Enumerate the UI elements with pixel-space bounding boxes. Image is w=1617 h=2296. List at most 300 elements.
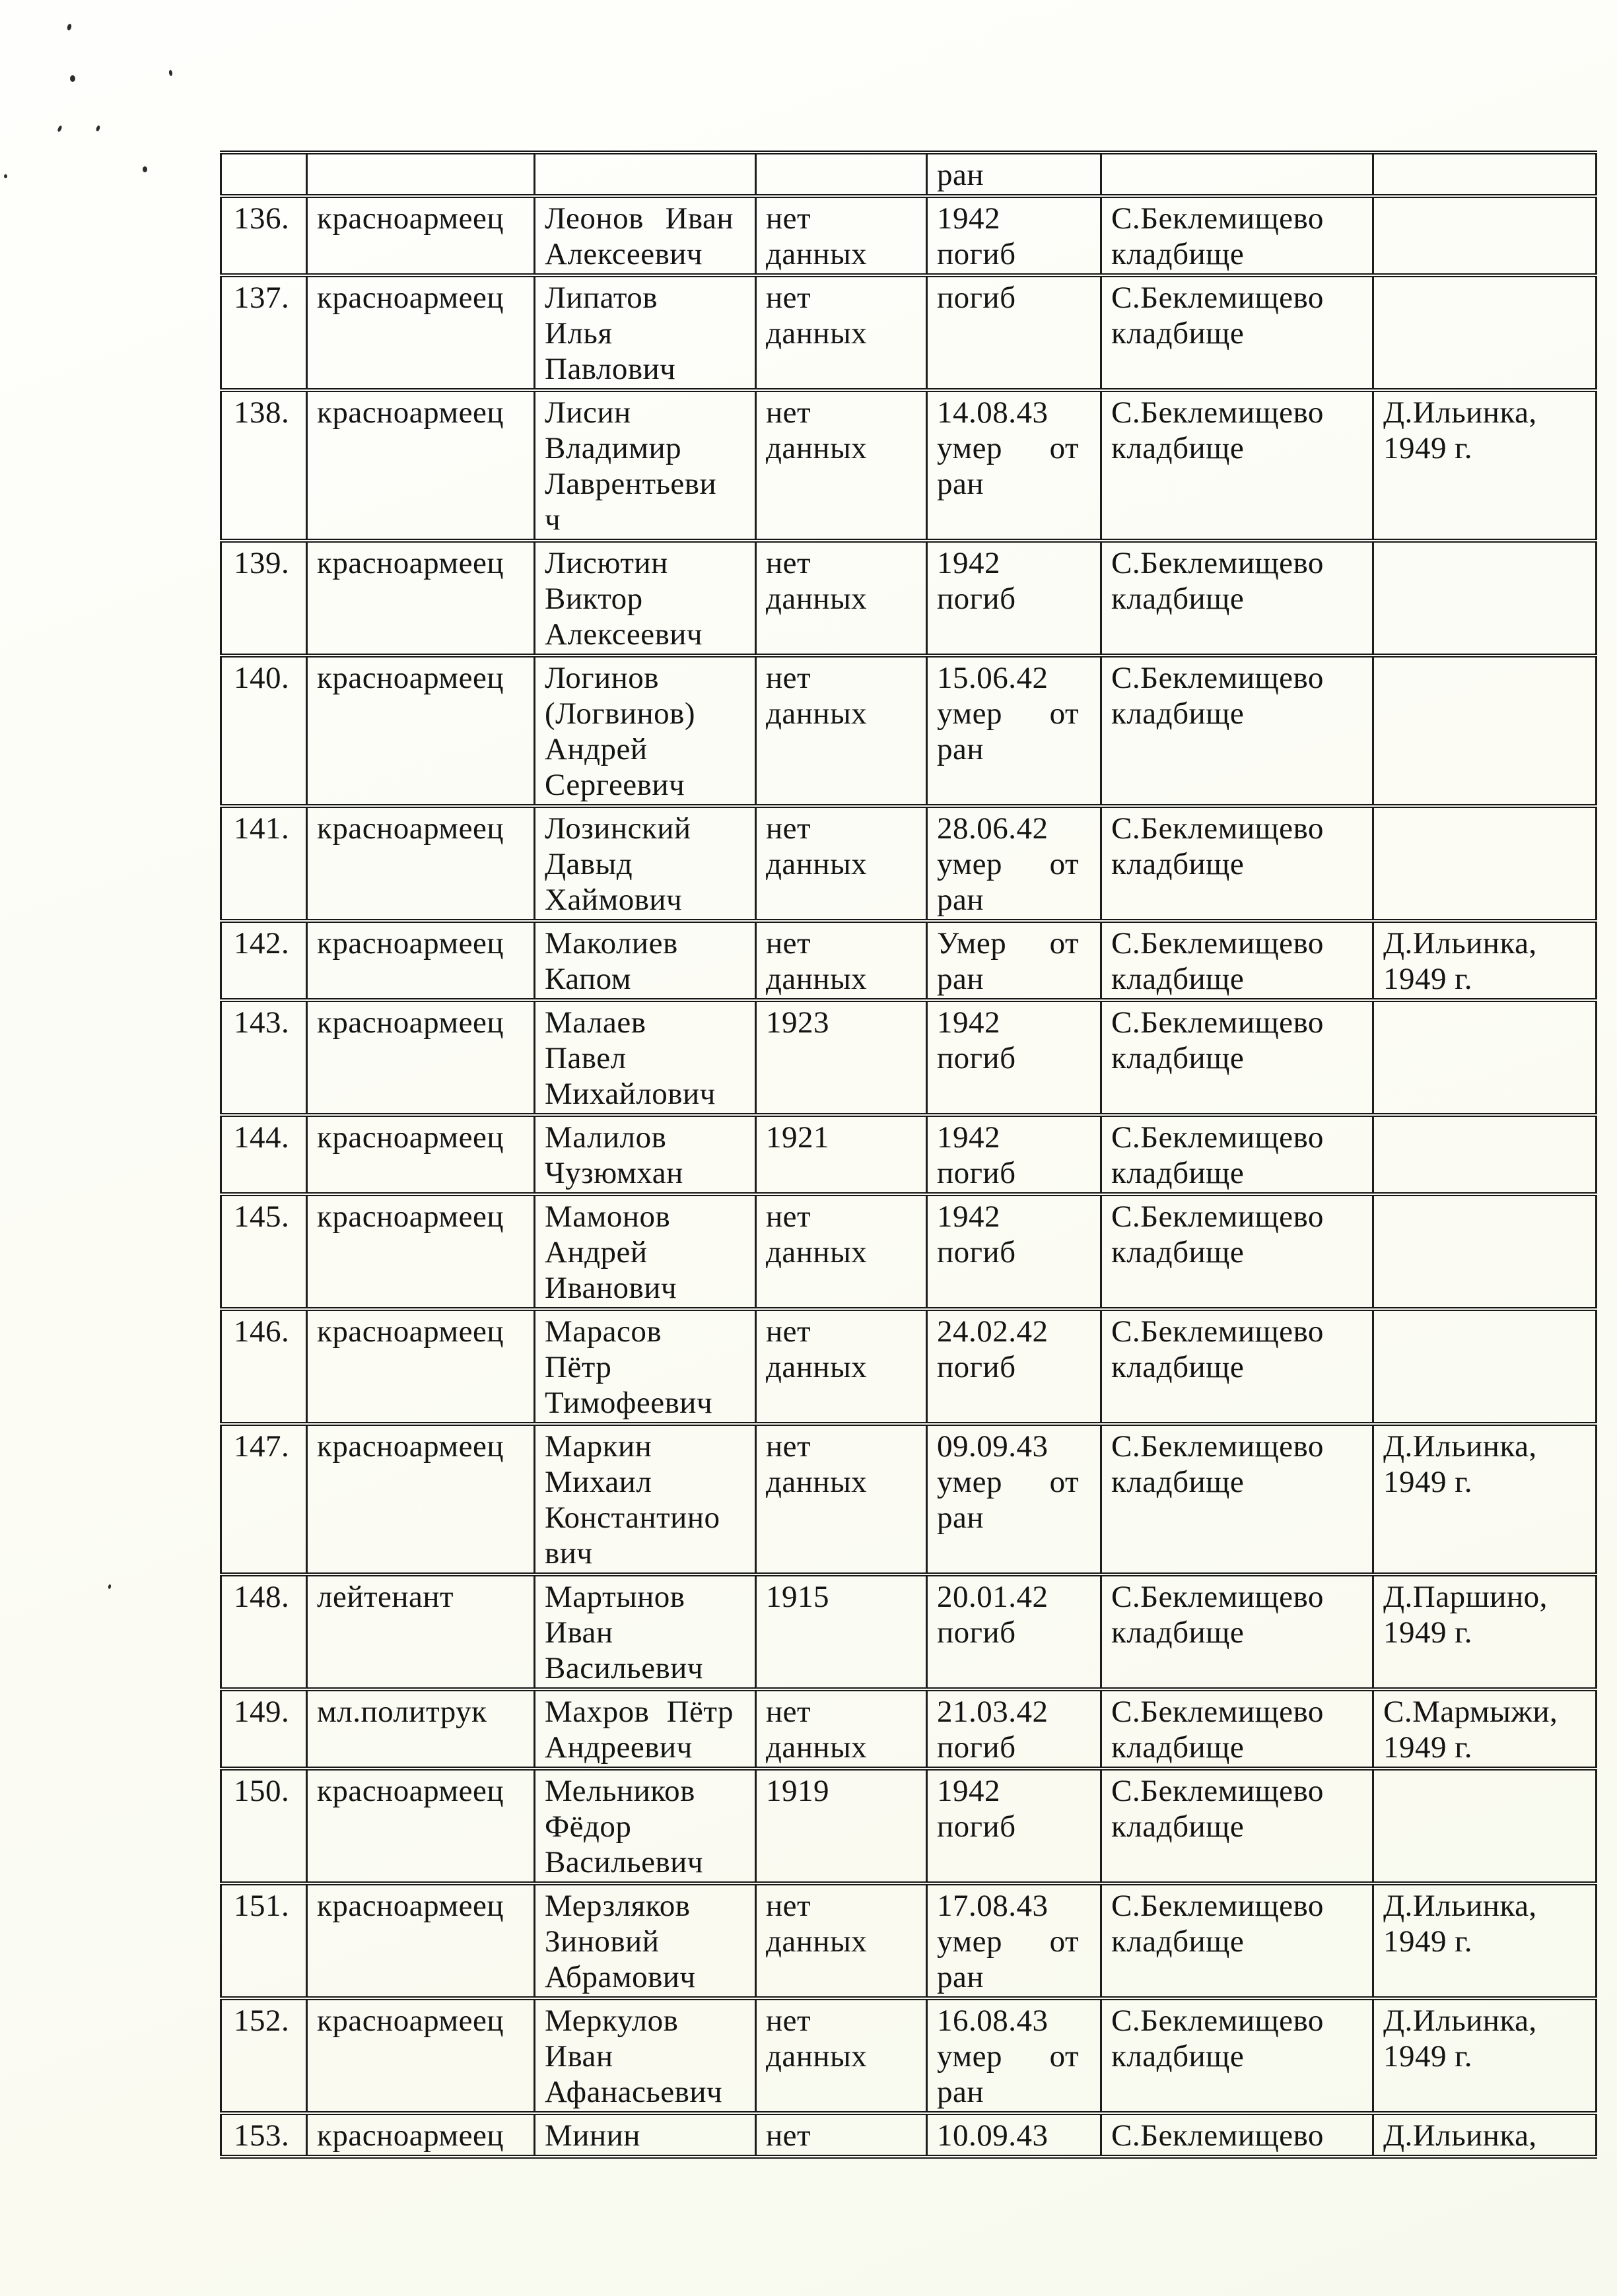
cell-name-line: Тимофеевич <box>545 1386 713 1420</box>
cell-birth-year <box>756 1883 927 1998</box>
scan-speck <box>108 1584 111 1590</box>
cell-death-line: ран <box>937 1501 984 1535</box>
cell-name-line: Фёдор <box>545 1809 632 1844</box>
cell-rank-line: красноармеец <box>317 811 504 846</box>
cell-number <box>221 196 307 275</box>
cell-burial-line: кладбище <box>1111 316 1245 351</box>
cell-rank-line: красноармеец <box>317 2118 504 2153</box>
cell-death <box>927 2113 1101 2157</box>
cell-burial <box>1101 1998 1373 2113</box>
cell-birth-year <box>756 152 927 196</box>
cell-name-line: Мамонов <box>545 1199 671 1234</box>
cell-name-line: Андрей <box>545 1235 648 1269</box>
cell-name-line: ч <box>545 502 561 537</box>
casualty-table <box>220 151 1597 2159</box>
cell-birth-year-line: нет <box>766 395 811 430</box>
cell-name-word: Пётр <box>666 1695 734 1729</box>
cell-burial-line: кладбище <box>1111 237 1245 271</box>
cell-name-line: Маркин <box>545 1429 652 1464</box>
cell-birth-year-line: 1921 <box>766 1120 829 1155</box>
cell-birth-year-line: нет <box>766 1429 811 1464</box>
cell-name-line: Павлович <box>545 352 676 386</box>
cell-birth-year <box>756 390 927 541</box>
cell-number-line: 145. <box>234 1199 290 1234</box>
cell-rank <box>307 656 535 806</box>
cell-burial-line: кладбище <box>1111 431 1245 465</box>
cell-number-line: 143. <box>234 1005 290 1040</box>
cell-name <box>535 921 756 1000</box>
cell-name-line: Васильевич <box>545 1845 703 1879</box>
cell-death-line: 14.08.43 <box>937 395 1049 430</box>
cell-death-line: погиб <box>937 1156 1016 1190</box>
cell-death <box>927 1883 1101 1998</box>
cell-rank <box>307 2113 535 2157</box>
cell-burial <box>1101 196 1373 275</box>
cell-note <box>1373 1424 1597 1574</box>
cell-number-line: 142. <box>234 926 290 961</box>
cell-death-word: Умер <box>937 926 1007 961</box>
cell-birth-year <box>756 656 927 806</box>
cell-death-word: от <box>1049 1465 1079 1499</box>
cell-burial <box>1101 806 1373 921</box>
cell-birth-year-line: 1923 <box>766 1005 829 1040</box>
cell-burial <box>1101 1883 1373 1998</box>
cell-burial <box>1101 1115 1373 1194</box>
cell-name <box>535 1769 756 1883</box>
cell-note-line: Д.Ильинка, <box>1383 2118 1537 2153</box>
cell-note <box>1373 152 1597 196</box>
cell-name-line: Логинов <box>545 661 659 695</box>
cell-burial-line: С.Беклемищево <box>1111 2118 1324 2153</box>
cell-note-line: Д.Ильинка, <box>1383 1429 1537 1464</box>
cell-death-line: погиб <box>937 1041 1016 1075</box>
cell-death <box>927 390 1101 541</box>
cell-burial <box>1101 1689 1373 1769</box>
table-row <box>221 1309 1597 1424</box>
cell-death-word: от <box>1049 2039 1079 2074</box>
cell-death-line: ран <box>937 883 984 917</box>
cell-birth-year-line: нет <box>766 1695 811 1729</box>
cell-name-line: Лисютин <box>545 546 668 580</box>
table-row <box>221 806 1597 921</box>
cell-birth-year <box>756 1194 927 1309</box>
cell-burial-line: кладбище <box>1111 1235 1245 1269</box>
cell-birth-year <box>756 1574 927 1689</box>
cell-rank-line: красноармеец <box>317 1314 504 1349</box>
cell-number <box>221 1689 307 1769</box>
cell-name-line: Хаймович <box>545 883 683 917</box>
cell-name <box>535 1309 756 1424</box>
cell-death-line: погиб <box>937 1350 1016 1384</box>
cell-death-line: 20.01.42 <box>937 1580 1049 1614</box>
cell-death-word: от <box>1049 1924 1079 1959</box>
cell-birth-year <box>756 1309 927 1424</box>
cell-number-line: 138. <box>234 395 290 430</box>
cell-note <box>1373 1194 1597 1309</box>
cell-name <box>535 1424 756 1574</box>
cell-name-line: Марасов <box>545 1314 662 1349</box>
table-row <box>221 390 1597 541</box>
cell-rank-line: красноармеец <box>317 1429 504 1464</box>
table-row <box>221 921 1597 1000</box>
cell-name-line: Зиновий <box>545 1924 660 1959</box>
cell-burial-line: С.Беклемищево <box>1111 1889 1324 1923</box>
table-row <box>221 275 1597 390</box>
cell-burial <box>1101 1769 1373 1883</box>
cell-death-line: 10.09.43 <box>937 2118 1049 2153</box>
cell-rank <box>307 1574 535 1689</box>
cell-note <box>1373 1574 1597 1689</box>
cell-burial <box>1101 921 1373 1000</box>
cell-number-line: 152. <box>234 2004 290 2038</box>
cell-note <box>1373 1769 1597 1883</box>
cell-name-word: Иван <box>665 201 734 236</box>
cell-birth-year-line: нет <box>766 201 811 236</box>
cell-note-line: 1949 г. <box>1383 1730 1472 1765</box>
cell-death-line: 1942 <box>937 1774 1000 1808</box>
cell-death-line: погиб <box>937 582 1016 616</box>
cell-birth-year <box>756 1769 927 1883</box>
cell-note <box>1373 1309 1597 1424</box>
cell-number-line: 147. <box>234 1429 290 1464</box>
cell-birth-year-line: данных <box>766 1730 868 1765</box>
table-row <box>221 541 1597 656</box>
cell-rank <box>307 541 535 656</box>
cell-birth-year-line: нет <box>766 811 811 846</box>
cell-rank <box>307 1424 535 1574</box>
cell-death-line: 15.06.42 <box>937 661 1049 695</box>
cell-name <box>535 196 756 275</box>
scan-speck <box>57 125 63 132</box>
cell-burial-line: С.Беклемищево <box>1111 1314 1324 1349</box>
cell-name-line: Михайлович <box>545 1077 716 1111</box>
cell-birth-year-line: нет <box>766 2004 811 2038</box>
scan-speck <box>67 23 72 30</box>
cell-note <box>1373 196 1597 275</box>
cell-death-line: 1942 <box>937 201 1000 236</box>
cell-note <box>1373 1883 1597 1998</box>
cell-number <box>221 275 307 390</box>
cell-name-line: Маколиев <box>545 926 678 961</box>
cell-rank <box>307 1689 535 1769</box>
cell-burial <box>1101 275 1373 390</box>
cell-death-line: ран <box>937 158 984 192</box>
cell-burial-line: С.Беклемищево <box>1111 1429 1324 1464</box>
cell-death-line: погиб <box>937 1809 1016 1844</box>
cell-name-word: Махров <box>545 1695 650 1729</box>
cell-birth-year-line: данных <box>766 1350 868 1384</box>
cell-burial-line: кладбище <box>1111 696 1245 731</box>
cell-rank-line: красноармеец <box>317 926 504 961</box>
cell-death-line: 28.06.42 <box>937 811 1049 846</box>
cell-number-line: 141. <box>234 811 290 846</box>
cell-number-line: 139. <box>234 546 290 580</box>
table-row <box>221 1424 1597 1574</box>
cell-name-line: Виктор <box>545 582 643 616</box>
cell-death-line <box>937 696 1096 731</box>
cell-name <box>535 1883 756 1998</box>
cell-rank <box>307 1000 535 1115</box>
cell-birth-year-line: данных <box>766 1465 868 1499</box>
cell-death-line <box>937 1924 1096 1959</box>
cell-birth-year-line: данных <box>766 316 868 351</box>
cell-burial-line: С.Беклемищево <box>1111 281 1324 315</box>
cell-note-line: Д.Ильинка, <box>1383 395 1537 430</box>
cell-name-line: Чузюмхан <box>545 1156 683 1190</box>
cell-rank-line: красноармеец <box>317 1005 504 1040</box>
cell-name-line: Константино <box>545 1501 720 1535</box>
cell-name-line: Васильевич <box>545 1651 703 1685</box>
cell-name-line: Малаев <box>545 1005 646 1040</box>
cell-death-word: от <box>1049 431 1079 465</box>
cell-burial-line: кладбище <box>1111 847 1245 881</box>
cell-rank-line: красноармеец <box>317 1120 504 1155</box>
cell-name <box>535 152 756 196</box>
cell-death-line: 21.03.42 <box>937 1695 1049 1729</box>
cell-name-line: Абрамович <box>545 1960 696 1994</box>
cell-burial <box>1101 1574 1373 1689</box>
cell-name-line: Иван <box>545 2039 613 2074</box>
cell-note <box>1373 2113 1597 2157</box>
cell-death-word: умер <box>937 696 1002 731</box>
cell-note-line: 1949 г. <box>1383 1465 1472 1499</box>
cell-birth-year-line: данных <box>766 431 868 465</box>
cell-rank <box>307 806 535 921</box>
cell-name <box>535 1574 756 1689</box>
cell-birth-year <box>756 806 927 921</box>
cell-death-line: 1942 <box>937 1120 1000 1155</box>
cell-name-line: Павел <box>545 1041 627 1075</box>
cell-burial-line: С.Беклемищево <box>1111 2004 1324 2038</box>
cell-burial-line: С.Беклемищево <box>1111 1199 1324 1234</box>
cell-death <box>927 152 1101 196</box>
cell-birth-year-line: 1915 <box>766 1580 829 1614</box>
cell-number-line: 148. <box>234 1580 290 1614</box>
cell-name-line: Мерзляков <box>545 1889 691 1923</box>
cell-number <box>221 1309 307 1424</box>
cell-name-line: Иван <box>545 1615 613 1650</box>
cell-burial-line: кладбище <box>1111 962 1245 996</box>
cell-rank-line: красноармеец <box>317 395 504 430</box>
cell-number <box>221 1769 307 1883</box>
cell-death <box>927 1998 1101 2113</box>
cell-burial-line: кладбище <box>1111 1041 1245 1075</box>
cell-rank-line: красноармеец <box>317 1889 504 1923</box>
cell-burial-line: С.Беклемищево <box>1111 1005 1324 1040</box>
cell-birth-year-line: данных <box>766 582 868 616</box>
cell-number-line: 144. <box>234 1120 290 1155</box>
cell-burial-line: кладбище <box>1111 2039 1245 2074</box>
cell-number <box>221 390 307 541</box>
cell-rank-line: красноармеец <box>317 201 504 236</box>
cell-rank-line: красноармеец <box>317 1774 504 1808</box>
cell-death-line: ран <box>937 732 984 766</box>
cell-note <box>1373 1998 1597 2113</box>
cell-rank-line: красноармеец <box>317 661 504 695</box>
cell-number <box>221 152 307 196</box>
cell-number <box>221 921 307 1000</box>
cell-burial <box>1101 1424 1373 1574</box>
cell-death-word: умер <box>937 2039 1002 2074</box>
cell-birth-year-line: данных <box>766 237 868 271</box>
cell-name-line: Андреевич <box>545 1730 693 1765</box>
cell-birth-year-line: нет <box>766 1314 811 1349</box>
cell-number-line: 153. <box>234 2118 290 2153</box>
cell-number-line: 151. <box>234 1889 290 1923</box>
cell-death <box>927 1769 1101 1883</box>
cell-death <box>927 1115 1101 1194</box>
cell-number <box>221 656 307 806</box>
cell-death-line <box>937 926 1096 961</box>
cell-rank <box>307 921 535 1000</box>
cell-burial-line: кладбище <box>1111 1730 1245 1765</box>
cell-name-line: Мартынов <box>545 1580 685 1614</box>
cell-name-line: Алексеевич <box>545 237 703 271</box>
table-row <box>221 1689 1597 1769</box>
cell-burial <box>1101 390 1373 541</box>
cell-rank-line: мл.политрук <box>317 1695 487 1729</box>
cell-burial <box>1101 656 1373 806</box>
cell-burial-line: кладбище <box>1111 1465 1245 1499</box>
table-row <box>221 2113 1597 2157</box>
cell-name-line: вич <box>545 1536 593 1570</box>
cell-name-line: Мельников <box>545 1774 695 1808</box>
cell-name <box>535 1000 756 1115</box>
cell-death <box>927 1194 1101 1309</box>
table-row <box>221 1574 1597 1689</box>
table-row <box>221 1194 1597 1309</box>
cell-burial-line: кладбище <box>1111 1924 1245 1959</box>
cell-name-line <box>545 1694 751 1730</box>
cell-burial <box>1101 1309 1373 1424</box>
cell-number <box>221 1574 307 1689</box>
cell-name <box>535 806 756 921</box>
cell-death-word: умер <box>937 1924 1002 1959</box>
cell-note <box>1373 921 1597 1000</box>
cell-burial-line: С.Беклемищево <box>1111 1120 1324 1155</box>
cell-note <box>1373 656 1597 806</box>
cell-name <box>535 1689 756 1769</box>
cell-death-word: умер <box>937 1465 1002 1499</box>
cell-birth-year <box>756 1115 927 1194</box>
cell-death-line: 1942 <box>937 1005 1000 1040</box>
cell-name-line: Михаил <box>545 1465 652 1499</box>
cell-birth-year-line: 1919 <box>766 1774 829 1808</box>
cell-death <box>927 196 1101 275</box>
cell-burial <box>1101 2113 1373 2157</box>
cell-birth-year-line: данных <box>766 2039 868 2074</box>
cell-name-line: Сергеевич <box>545 768 685 802</box>
table-row <box>221 1883 1597 1998</box>
cell-death-line: 1942 <box>937 1199 1000 1234</box>
cell-number <box>221 1998 307 2113</box>
cell-note-line: Д.Ильинка, <box>1383 1889 1537 1923</box>
cell-rank-line: красноармеец <box>317 2004 504 2038</box>
table-row <box>221 1769 1597 1883</box>
cell-death-line: ран <box>937 1960 984 1994</box>
cell-burial <box>1101 152 1373 196</box>
table-row <box>221 196 1597 275</box>
cell-burial-line: С.Беклемищево <box>1111 1774 1324 1808</box>
cell-number-line: 136. <box>234 201 290 236</box>
cell-name-line: Минин <box>545 2118 640 2153</box>
cell-rank <box>307 275 535 390</box>
cell-birth-year-line: данных <box>766 847 868 881</box>
cell-death <box>927 541 1101 656</box>
cell-note <box>1373 1115 1597 1194</box>
cell-death-line: погиб <box>937 237 1016 271</box>
cell-burial-line: кладбище <box>1111 582 1245 616</box>
cell-number-line: 150. <box>234 1774 290 1808</box>
cell-name-word: Леонов <box>545 201 644 236</box>
cell-burial-line: С.Беклемищево <box>1111 1580 1324 1614</box>
cell-note-line: 1949 г. <box>1383 431 1472 465</box>
cell-death <box>927 275 1101 390</box>
cell-note <box>1373 806 1597 921</box>
cell-name-line: Иванович <box>545 1271 677 1305</box>
cell-name-line: Лозинский <box>545 811 691 846</box>
cell-birth-year-line: данных <box>766 962 868 996</box>
cell-death-line: погиб <box>937 1235 1016 1269</box>
cell-death-word: умер <box>937 847 1002 881</box>
cell-death-line <box>937 430 1096 466</box>
cell-birth-year <box>756 1424 927 1574</box>
cell-note <box>1373 1689 1597 1769</box>
table-row <box>221 1115 1597 1194</box>
cell-rank <box>307 1998 535 2113</box>
cell-birth-year <box>756 921 927 1000</box>
cell-birth-year <box>756 196 927 275</box>
cell-note-line: Д.Ильинка, <box>1383 926 1537 961</box>
cell-name <box>535 2113 756 2157</box>
cell-death-line: 24.02.42 <box>937 1314 1049 1349</box>
cell-birth-year <box>756 2113 927 2157</box>
cell-birth-year <box>756 1000 927 1115</box>
cell-death-line: погиб <box>937 1615 1016 1650</box>
cell-name-line: Владимир <box>545 431 682 465</box>
cell-birth-year <box>756 1998 927 2113</box>
scan-speck <box>96 125 101 131</box>
cell-birth-year-line: нет <box>766 661 811 695</box>
cell-rank-line: красноармеец <box>317 546 504 580</box>
cell-birth-year-line: нет <box>766 281 811 315</box>
cell-number-line: 137. <box>234 281 290 315</box>
cell-name-line: Лисин <box>545 395 631 430</box>
cell-death-line: ран <box>937 2075 984 2109</box>
cell-note <box>1373 275 1597 390</box>
cell-burial-line: С.Беклемищево <box>1111 201 1324 236</box>
scan-speck <box>70 75 75 82</box>
cell-death-word: от <box>1049 696 1079 731</box>
cell-birth-year-line: нет <box>766 2118 811 2153</box>
cell-burial <box>1101 1194 1373 1309</box>
cell-name-line: Пётр <box>545 1350 612 1384</box>
cell-death-line: 16.08.43 <box>937 2004 1049 2038</box>
cell-death-line <box>937 846 1096 882</box>
cell-name-line: Меркулов <box>545 2004 679 2038</box>
cell-birth-year-line: данных <box>766 696 868 731</box>
cell-note-line: Д.Паршино, <box>1383 1580 1548 1614</box>
cell-birth-year <box>756 1689 927 1769</box>
cell-birth-year-line: нет <box>766 1199 811 1234</box>
cell-birth-year-line: нет <box>766 926 811 961</box>
cell-name-line: Афанасьевич <box>545 2075 723 2109</box>
cell-burial-line: С.Беклемищево <box>1111 395 1324 430</box>
cell-death <box>927 656 1101 806</box>
cell-name-line: Алексеевич <box>545 617 703 652</box>
cell-note <box>1373 541 1597 656</box>
cell-birth-year <box>756 275 927 390</box>
